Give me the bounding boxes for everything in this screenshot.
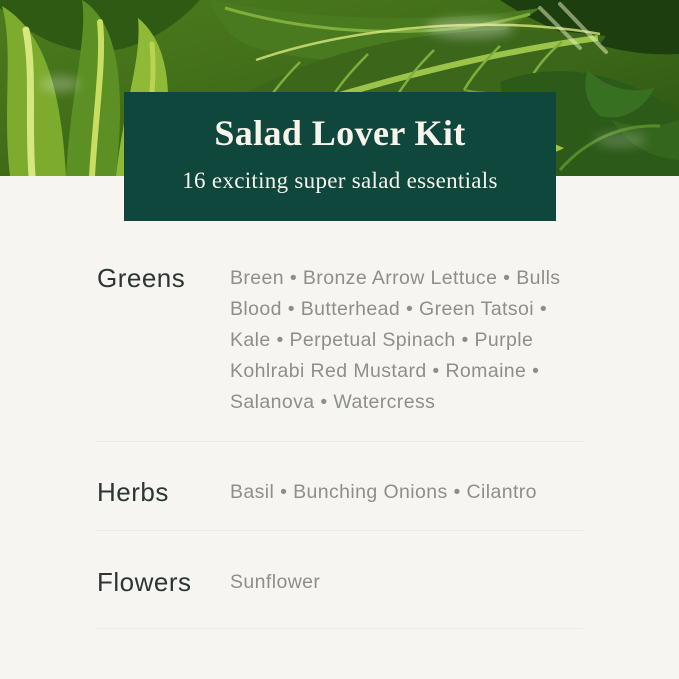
section-label: Herbs [97,477,169,507]
section-row [95,531,583,629]
section-row [95,442,583,531]
section-items: Basil • Bunching Onions • Cilantro [230,481,537,503]
title-banner [124,92,556,221]
section-items: Breen • Bronze Arrow Lettuce • Bulls Blood • Butterhead • Green Tatsoi • Kale • Perpetual Spinach • Purple Kohlrabi Red Mustard • Romaine • Salanova • Watercress [230,267,561,413]
kit-sections [95,176,583,629]
section-label: Greens [97,263,186,293]
kit-subtitle: 16 exciting super salad essentials [182,168,498,193]
section-items: Sunflower [230,571,321,593]
kit-title: Salad Lover Kit [214,113,466,154]
section-label: Flowers [97,567,192,597]
